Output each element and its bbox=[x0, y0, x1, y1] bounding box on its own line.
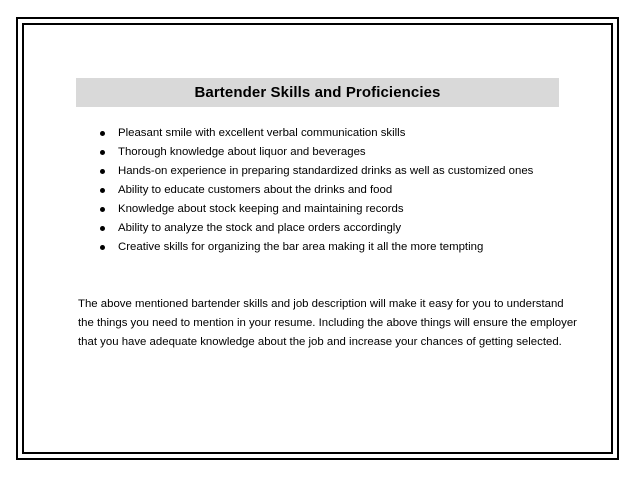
bullet-icon bbox=[100, 226, 105, 231]
bullet-icon bbox=[100, 245, 105, 250]
list-item bbox=[96, 238, 536, 257]
list-item bbox=[96, 143, 536, 162]
bullet-icon bbox=[100, 188, 105, 193]
title-banner bbox=[76, 78, 559, 107]
skill-text: Ability to educate customers about the drinks and food bbox=[118, 184, 393, 196]
list-item bbox=[96, 124, 536, 143]
list-item bbox=[96, 219, 536, 238]
list-item bbox=[96, 181, 536, 200]
skill-text: Creative skills for organizing the bar area making it all the more tempting bbox=[118, 241, 484, 253]
skill-text: Thorough knowledge about liquor and beverages bbox=[118, 146, 366, 158]
skills-list bbox=[96, 124, 536, 257]
skill-text: Ability to analyze the stock and place orders accordingly bbox=[118, 222, 402, 234]
bullet-icon bbox=[100, 150, 105, 155]
summary-paragraph: The above mentioned bartender skills and job description will make it easy for you to understand the things you need to mention in your resume. Including the above things will ensure the employer that you have adequate knowledge about the job and increase your chances of getting selected. bbox=[78, 298, 577, 348]
bullet-icon bbox=[100, 207, 105, 212]
page-title: Bartender Skills and Proficiencies bbox=[194, 84, 441, 101]
skill-text: Pleasant smile with excellent verbal communication skills bbox=[118, 127, 406, 139]
skill-text: Hands-on experience in preparing standardized drinks as well as customized ones bbox=[118, 165, 534, 177]
skill-text: Knowledge about stock keeping and maintaining records bbox=[118, 203, 404, 215]
list-item bbox=[96, 162, 536, 181]
bullet-icon bbox=[100, 131, 105, 136]
list-item bbox=[96, 200, 536, 219]
bullet-icon bbox=[100, 169, 105, 174]
